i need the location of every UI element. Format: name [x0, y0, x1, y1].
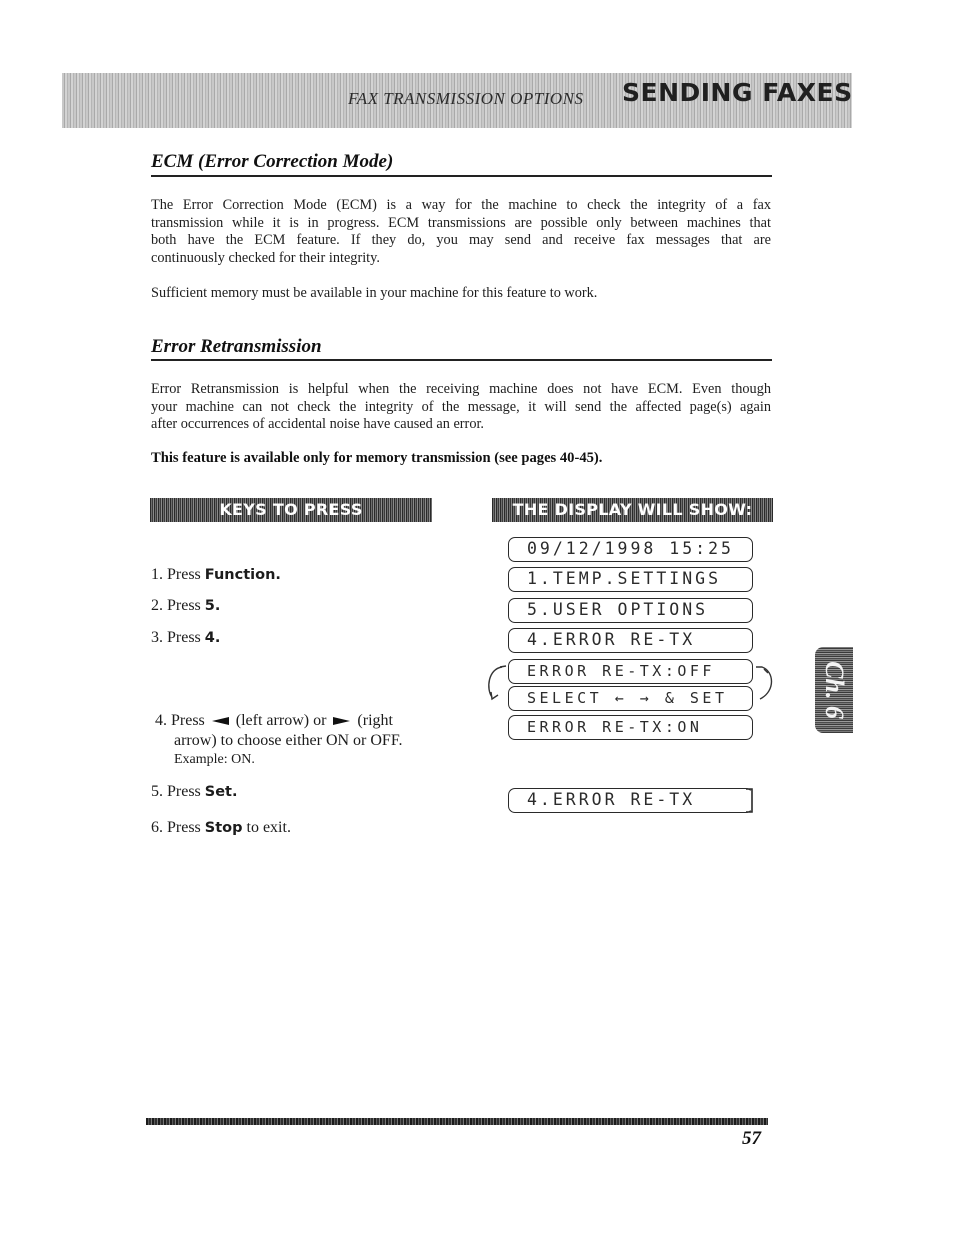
step-6: [151, 819, 291, 837]
step-5: [151, 783, 238, 801]
left-arrow-icon: [212, 717, 229, 725]
step-3-number: 3.: [151, 629, 163, 646]
lcd-error-retx-final: 4.ERROR RE-TX: [508, 788, 753, 813]
step-5-text: Press: [167, 783, 201, 800]
chapter-tab-label: Ch. 6: [820, 661, 849, 719]
step-6-number: 6.: [151, 819, 163, 836]
lcd-error-retx-on: ERROR RE-TX:ON: [508, 715, 753, 740]
ecm-heading-rule: [151, 175, 772, 177]
ecm-line-3: both have the ECM feature. If they do, you may send and receive fax messages that are: [151, 232, 771, 249]
header-title: SENDING FAXES: [622, 78, 853, 107]
lcd-date-time: 09/12/1998 15:25: [508, 537, 753, 562]
step-6-suffix: to exit.: [246, 819, 291, 836]
step-3-text: Press: [167, 629, 201, 646]
stop-key-label: Stop: [204, 820, 243, 836]
step-6-text: Press: [167, 819, 201, 836]
step-3: [151, 629, 220, 647]
retransmission-heading-rule: [151, 359, 772, 361]
step-1-number: 1.: [151, 566, 163, 583]
ecm-paragraph: [151, 197, 771, 267]
alternate-display-left-arrow-icon: [478, 655, 512, 715]
keys-to-press-banner: KEYS TO PRESS: [150, 498, 432, 522]
lcd-error-retx-menu: 4.ERROR RE-TX: [508, 628, 753, 653]
step-4-example: Example: ON.: [174, 752, 255, 767]
right-arrow-icon: [333, 717, 350, 725]
page-number: 57: [742, 1128, 761, 1149]
ecm-line-2: transmission while it is in progress. ECM transmissions are possible only between machines that: [151, 214, 771, 231]
ecm-memory-note: Sufficient memory must be available in your machine for this feature to work.: [151, 285, 598, 301]
lcd-user-options: 5.USER OPTIONS: [508, 598, 753, 623]
retransmission-line-3: after occurrences of accidental noise have caused an error.: [151, 416, 485, 433]
step-4-text-b: (left arrow) or: [235, 712, 327, 729]
step-4-number: 4.: [155, 712, 167, 729]
step-1: [151, 566, 281, 584]
key-4-label: 4.: [204, 630, 221, 646]
ecm-line-1: The Error Correction Mode (ECM) is a way for the machine to check the integrity of a fax: [151, 197, 771, 213]
step-4-line-2: arrow) to choose either ON or OFF.: [174, 732, 403, 749]
alternate-display-right-arrow-icon: [752, 655, 786, 715]
step-2-number: 2.: [151, 597, 163, 614]
lcd-error-retx-off: ERROR RE-TX:OFF: [508, 659, 753, 684]
ecm-heading: ECM (Error Correction Mode): [151, 151, 394, 172]
chapter-tab: [815, 647, 853, 733]
footer-rule: [146, 1118, 768, 1125]
retransmission-line-2: your machine can not check the integrity of the message, it will send the affected page(s) again: [151, 398, 771, 415]
retransmission-heading: Error Retransmission: [151, 336, 322, 357]
lcd-final-right-bracket: [744, 786, 758, 816]
retransmission-paragraph: [151, 381, 771, 434]
memory-transmission-note: This feature is available only for memory transmission (see pages 40-45).: [151, 450, 603, 466]
step-4-text-a: Press: [171, 712, 205, 729]
step-4-text-c: (right: [357, 712, 393, 729]
retransmission-line-1: Error Retransmission is helpful when the receiving machine does not have ECM. Even though: [151, 381, 771, 397]
key-5-label: 5.: [204, 598, 221, 614]
display-will-show-banner: THE DISPLAY WILL SHOW:: [492, 498, 773, 522]
lcd-select-set: SELECT ← → & SET: [508, 686, 753, 711]
lcd-temp-settings: 1.TEMP.SETTINGS: [508, 567, 753, 592]
ecm-line-4: continuously checked for their integrity.: [151, 249, 380, 266]
step-4: [155, 712, 393, 730]
step-5-number: 5.: [151, 783, 163, 800]
step-1-text: Press: [167, 566, 201, 583]
step-2-text: Press: [167, 597, 201, 614]
header-subtitle: FAX TRANSMISSION OPTIONS: [348, 89, 584, 108]
step-2: [151, 597, 220, 615]
function-key-label: Function.: [204, 567, 281, 583]
set-key-label: Set.: [204, 784, 238, 800]
